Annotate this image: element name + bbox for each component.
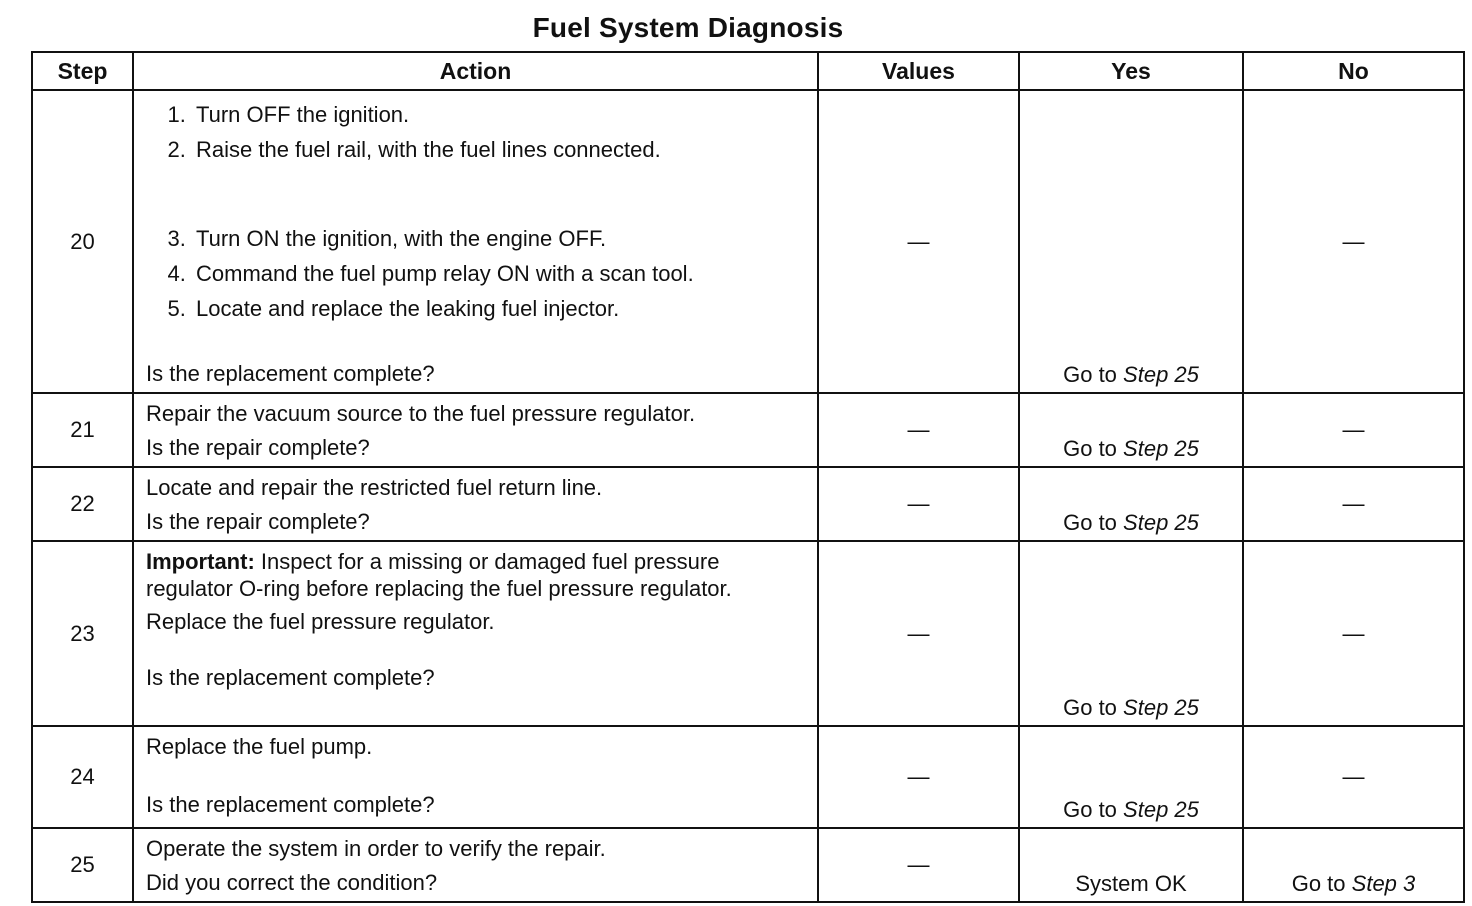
table-row	[32, 393, 1464, 467]
table-row	[32, 541, 1464, 726]
yes-cell: Go to Step 25	[1019, 726, 1243, 828]
header-action: Action	[133, 52, 818, 90]
values-cell: —	[818, 467, 1019, 541]
important-label: Important:	[146, 549, 255, 574]
values-cell: —	[818, 541, 1019, 726]
yes-cell: Go to Step 25	[1019, 393, 1243, 467]
no-cell: Go to Step 3	[1243, 828, 1464, 902]
page-title: Fuel System Diagnosis	[532, 12, 844, 43]
question: Is the repair complete?	[146, 435, 370, 460]
action-list	[146, 97, 807, 167]
action-cell	[133, 393, 818, 467]
yes-cell: System OK	[1019, 828, 1243, 902]
action-item: 2. Raise the fuel rail, with the fuel lines connected.	[192, 132, 807, 167]
action-cell	[133, 90, 818, 393]
step-number: 25	[32, 828, 133, 902]
action-text: Replace the fuel pressure regulator.	[146, 609, 495, 634]
values-cell: —	[818, 726, 1019, 828]
step-number: 20	[32, 90, 133, 393]
action-text: Locate and repair the restricted fuel return line.	[146, 475, 603, 500]
header-no: No	[1243, 52, 1464, 90]
action-cell	[133, 726, 818, 828]
action-cell	[133, 541, 818, 726]
question: Is the repair complete?	[146, 509, 370, 534]
yes-cell: Go to Step 25	[1019, 90, 1243, 393]
no-cell: —	[1243, 541, 1464, 726]
question: Is the replacement complete?	[146, 665, 435, 690]
action-text: Operate the system in order to verify the repair.	[146, 836, 606, 861]
important-note	[146, 548, 736, 602]
no-cell: —	[1243, 393, 1464, 467]
action-item: 5. Locate and replace the leaking fuel injector.	[192, 291, 807, 326]
action-list	[146, 221, 807, 326]
values-cell: —	[818, 393, 1019, 467]
action-item: 3. Turn ON the ignition, with the engine OFF.	[192, 221, 807, 256]
action-item: 1. Turn OFF the ignition.	[192, 97, 807, 132]
diagnosis-table	[31, 51, 1465, 903]
header-values: Values	[818, 52, 1019, 90]
action-text: Repair the vacuum source to the fuel pressure regulator.	[146, 401, 696, 426]
question: Did you correct the condition?	[146, 870, 438, 895]
action-cell	[133, 467, 818, 541]
no-cell: —	[1243, 467, 1464, 541]
step-number: 24	[32, 726, 133, 828]
header-step: Step	[32, 52, 133, 90]
action-text: Replace the fuel pump.	[146, 734, 373, 759]
header-row	[32, 52, 1464, 90]
table-row	[32, 828, 1464, 902]
action-item: 4. Command the fuel pump relay ON with a scan tool.	[192, 256, 807, 291]
table-row	[32, 90, 1464, 393]
table-row	[32, 726, 1464, 828]
step-number: 22	[32, 467, 133, 541]
important-text: Inspect for a missing or damaged fuel pressure regulator O-ring before replacing the fuel pressure regulator.	[146, 549, 732, 601]
action-cell	[133, 828, 818, 902]
yes-cell: Go to Step 25	[1019, 467, 1243, 541]
yes-cell: Go to Step 25	[1019, 541, 1243, 726]
question: Is the replacement complete?	[146, 792, 435, 817]
step-number: 21	[32, 393, 133, 467]
no-cell: —	[1243, 90, 1464, 393]
step-number: 23	[32, 541, 133, 726]
table-row	[32, 467, 1464, 541]
header-yes: Yes	[1019, 52, 1243, 90]
question: Is the replacement complete?	[146, 361, 435, 386]
values-cell: —	[818, 828, 1019, 902]
no-cell: —	[1243, 726, 1464, 828]
values-cell: —	[818, 90, 1019, 393]
